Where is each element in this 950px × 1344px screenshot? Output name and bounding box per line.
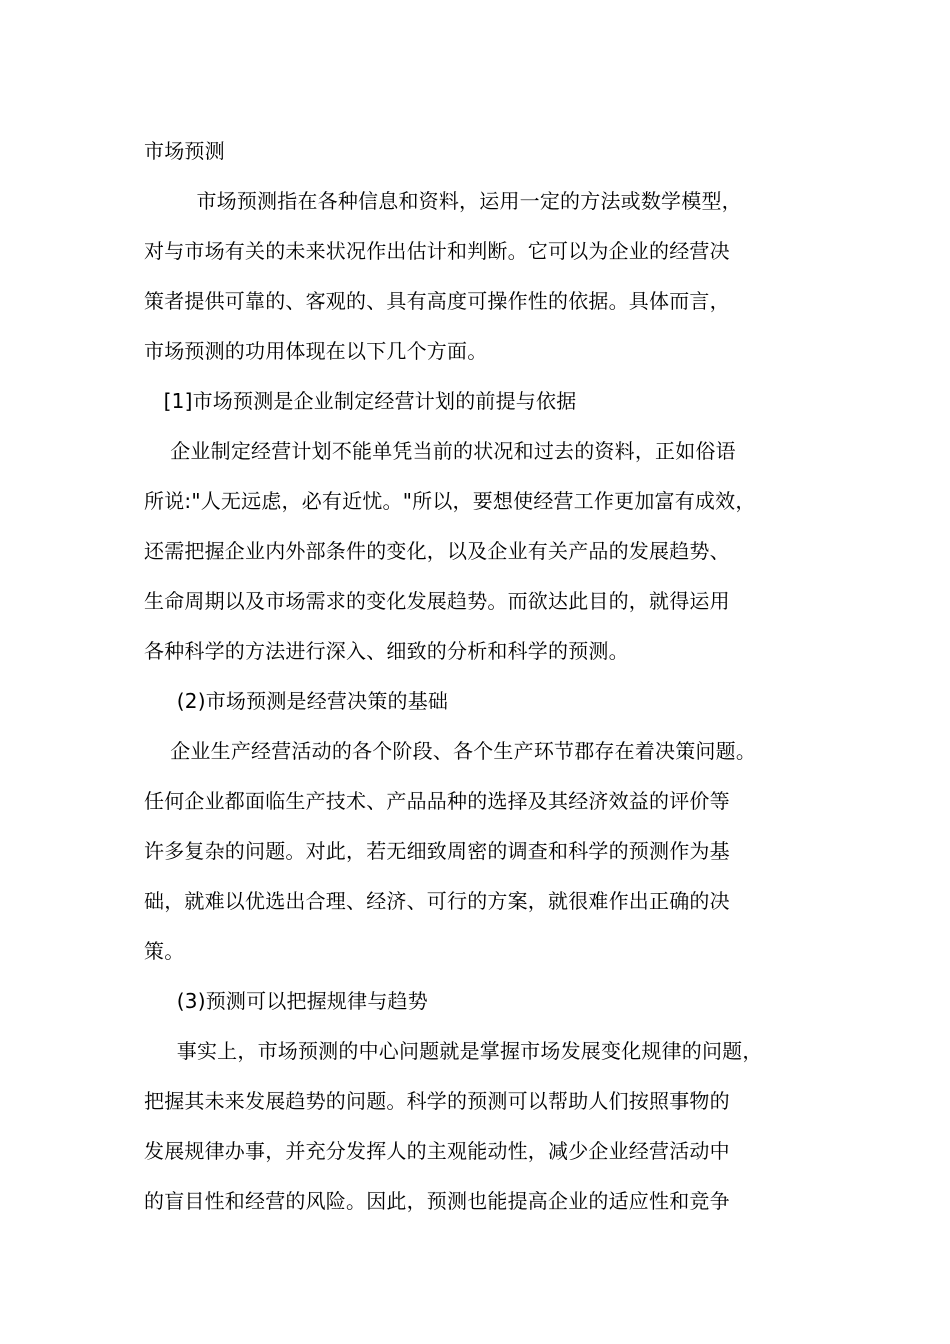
section-heading: [1]市场预测是企业制定经营计划的前提与依据	[144, 389, 577, 413]
section-heading: (3)预测可以把握规律与趋势	[144, 989, 428, 1013]
paragraph-line: 企业生产经营活动的各个阶段、各个生产环节郡存在着决策问题。	[144, 739, 757, 763]
paragraph-line: 生命周期以及市场需求的变化发展趋势。而欲达此目的，就得运用	[144, 589, 730, 613]
paragraph-line: 对与市场有关的未来状况作出估计和判断。它可以为企业的经营决	[144, 239, 730, 263]
paragraph-line: 事实上，市场预测的中心问题就是掌握市场发展变化规律的问题，	[144, 1039, 763, 1063]
paragraph-line: 市场预测指在各种信息和资料，运用一定的方法或数学模型，	[144, 189, 742, 213]
paragraph-line: 策。	[144, 939, 185, 963]
paragraph-line: 础，就难以优选出合理、经济、可行的方案，就很难作出正确的决	[144, 889, 730, 913]
paragraph-line: 策者提供可靠的、客观的、具有高度可操作性的依据。具体而言，	[144, 289, 730, 313]
paragraph-line: 许多复杂的问题。对此，若无细致周密的调查和科学的预测作为基	[144, 839, 730, 863]
section-heading: (2)市场预测是经营决策的基础	[144, 689, 449, 713]
paragraph-line: 的盲目性和经营的风险。因此，预测也能提高企业的适应性和竞争	[144, 1189, 730, 1213]
paragraph-line: 任何企业都面临生产技术、产品品种的选择及其经济效益的评价等	[144, 789, 730, 813]
paragraph-line: 发展规律办事，并充分发挥人的主观能动性，减少企业经营活动中	[144, 1139, 730, 1163]
paragraph-line: 还需把握企业内外部条件的变化，以及企业有关产品的发展趋势、	[144, 539, 730, 563]
paragraph-line: 所说:"人无远虑，必有近忧。"所以，要想使经营工作更加富有成效，	[144, 489, 756, 513]
paragraph-line: 各种科学的方法进行深入、细致的分析和科学的预测。	[144, 639, 629, 663]
document-title: 市场预测	[144, 139, 225, 163]
paragraph-line: 市场预测的功用体现在以下几个方面。	[144, 339, 488, 363]
paragraph-line: 企业制定经营计划不能单凭当前的状况和过去的资料，正如俗语	[144, 439, 736, 463]
paragraph-line: 把握其未来发展趋势的问题。科学的预测可以帮助人们按照事物的	[144, 1089, 730, 1113]
